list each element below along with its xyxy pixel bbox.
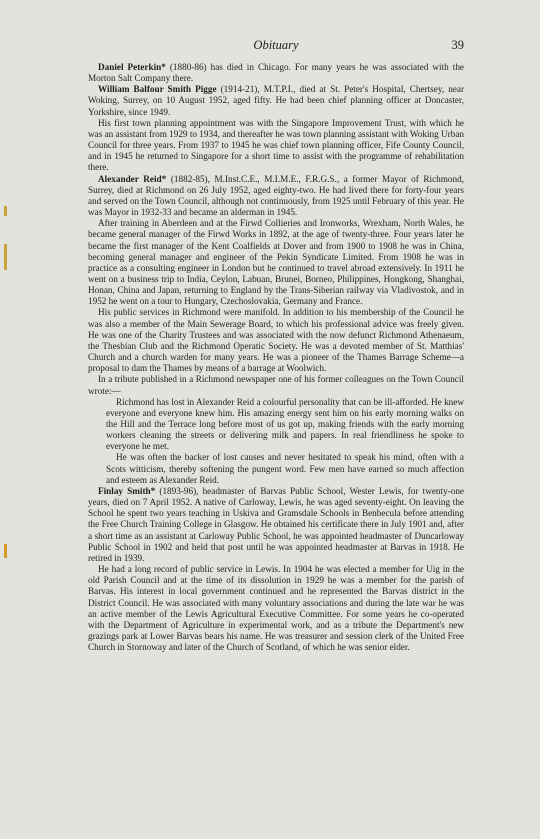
quote-paragraph: Richmond has lost in Alexander Reid a colourful personality that can be ill-afforded. He knew everyone and everyone knew him. His amazing energy sent him on his early morning walks on the Hill and the Terrace long before most of us got up, making friends with the early morning workers cleaning the streets or delivering milk and papers. In real friendliness he spoke to everyone he met. [106,396,464,452]
running-head: Obituary [253,38,299,52]
person-name: Daniel Peterkin* [98,62,166,72]
page-number: 39 [451,38,464,52]
paragraph: His first town planning appointment was with the Singapore Improvement Trust, with which he was an assistant from 1929 to 1934, and thereafter he was town planning assistant with Woking Urban Council for three years. From 1937 to 1945 he was chief town planning officer, Fife County Council, and in 1945 he returned to Singapore for a short time to assist with the programme of rehabilitation there. [88,117,464,173]
obituary-entry [88,174,464,219]
paragraph: In a tribute published in a Richmond newspaper one of his former colleagues on the Town Council wrote:— [88,374,464,396]
obituary-text [88,62,464,653]
entry-text: (1914-21), M.T.P.I., died at St. Peter's Hospital, Chertsey, near Woking, Surrey, on 10 August 1952, aged fifty. He had been chief planning officer at Doncaster, Yorkshire, since 1949. [88,84,465,117]
entry-text: (1893-96), headmaster of Barvas Public School, Wester Lewis, for twenty-one years, died on 7 April 1952. A native of Carloway, Lewis, he was aged seventy-eight. On leaving the School he spent two years teaching in Uskiva and Gramsdale Schools in Benbecula before attending the Free Church Training College in Glasgow. He obtained his certificate there in July 1901 and, after a short time as an assistant at Carloway Public School, he was appointed headmaster of Duncarloway Public School in 1902 and held that post until he was appointed headmaster at Barvas in 1918. He retired in 1939. [88,485,464,563]
margin-mark [4,544,7,558]
person-name: William Balfour Smith Pigge [98,84,217,95]
person-name: Alexander Reid* [98,173,167,184]
paragraph: After training in Aberdeen and at the Firwd Collieries and Ironworks, Wrexham, North Wales, he became general manager of the Firwd Works in 1892, at the age of twenty-three. Four years later he became the first manager of the Kent Coalfields at Dover and from 1900 to 1908 he was in China, becoming general manager and engineer of the Pekin Syndicate Limited. From 1908 he was in practice as a consulting engineer in London but he continued to travel abroad extensively. In 1911 he went on a business trip to India, Ceylon, Labuan, Brunei, Borneo, Philippines, Hongkong, Shanghai, Honan, China and Japan, returning to England by the Trans-Siberian railway via Vladivostok, and in 1952 he went on a tour to Hungary, Czechoslovakia, Germany and France. [88,218,464,307]
obituary-entry [88,486,464,564]
page-header [88,38,464,54]
paragraph: His public services in Richmond were manifold. In addition to his membership of the Council he was also a member of the Main Sewerage Board, to which his professional advice was freely given. He was one of the Charity Trustees and was associated with the now defunct Richmond Athenaeum, the Thesbian Club and the Richmond Operatic Society. He was a devoted member of St. Matthias' Church and a church warden for many years. He was a pioneer of the Thames Barrage Scheme—a proposal to dam the Thames by means of a barrage at Woolwich. [88,307,464,374]
quote-paragraph: He was often the backer of lost causes and never hesitated to speak his mind, often with a Scots witticism, thereby softening the pungent word. Few men have earned so much affection and esteem as Alexander Reid. [106,452,464,485]
obituary-entry [88,62,464,84]
entry-text: (1882-85), M.Inst.C.E., M.I.M.E., F.R.G.S., a former Mayor of Richmond, Surrey, died at Richmond on 26 July 1952, aged eighty-two. He had lived there for forty-four years and served on the Town Council, although not continuously, from 1925 until February of this year. He was Mayor in 1932-33 and became an alderman in 1945. [88,173,464,218]
entry-text: (1880-86) has died in Chicago. For many years he was associated with the Morton Salt Company there. [88,62,464,84]
paragraph: He had a long record of public service in Lewis. In 1904 he was elected a member for Uig in the old Parish Council and at the time of its dissolution in 1929 he was a member for the parish of Barvas. His interest in local government continued and he represented the Barvas district in the District Council. He was associated with many voluntary associations and during the late war he was an active member of the Lewis Agricultural Executive Committee. For some years he co-operated with the Department of Agriculture in experimental work, and as a tribute the Department's new grazings park at Lower Barvas bears his name. He was treasurer and session clerk of the United Free Church in Stornoway and later of the Church of Scotland, of which he was senior elder. [88,564,464,653]
obituary-entry [88,84,464,117]
margin-mark [4,244,7,270]
person-name: Finlay Smith* [98,485,156,496]
margin-mark [4,206,7,216]
